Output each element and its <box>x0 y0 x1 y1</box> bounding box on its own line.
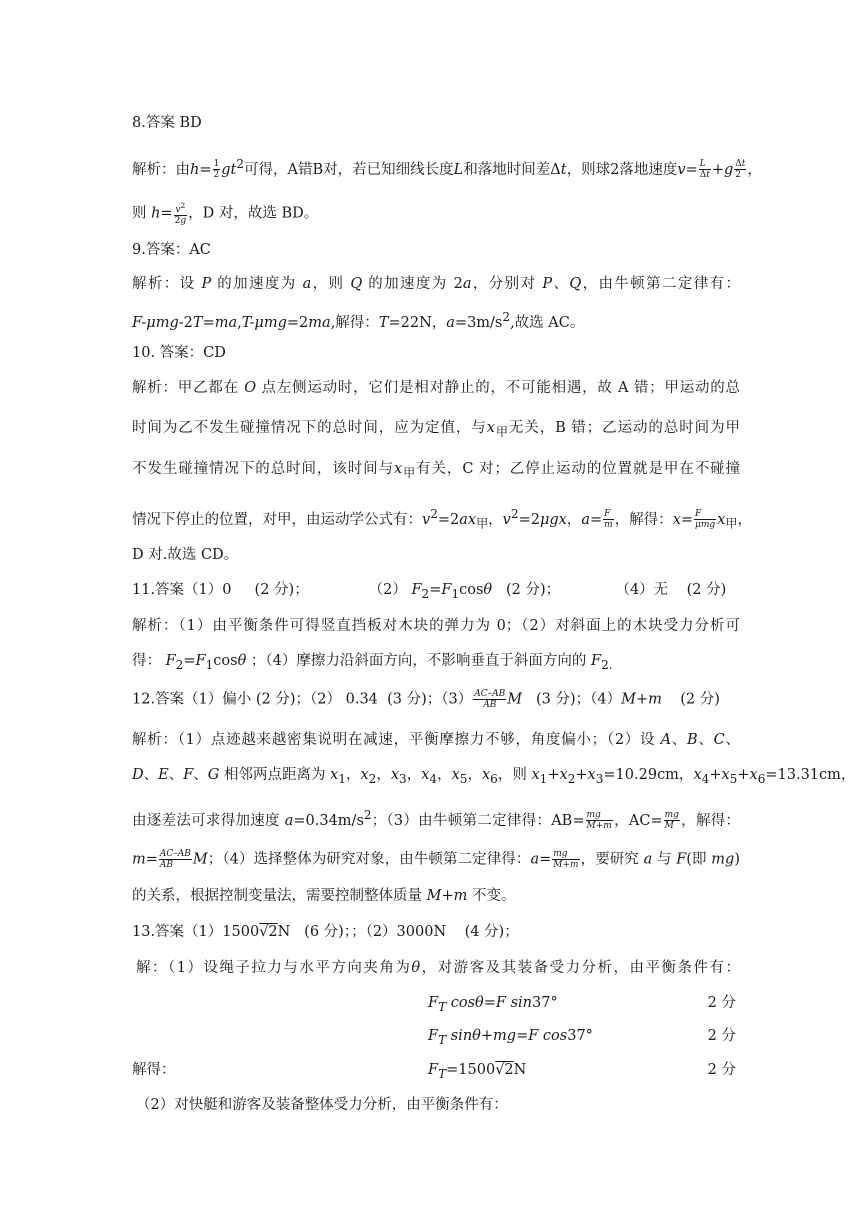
q10-analysis-line-5: D 对.故选 CD。 <box>132 547 239 563</box>
q12-analysis-line-2: D、E、F、G 相邻两点距离为 $x_1$，$x_2$，$x_3$，$x_4$，$x_5$，$x_6$，则 $x_1+x_2+x_3=10.29cm$，$x_4+x_5+x_6=13.31cm$， <box>132 767 856 786</box>
q10-analysis-line-3: 不发生碰撞情况下的总时间，该时间与$x_甲$有关，C 对；乙停止运动的位置就是甲在不碰撞 <box>132 461 741 480</box>
q9-analysis-line-1: 解析：设 P 的加速度为 a，则 Q 的加速度为 2a，分别对 P、Q，由牛顿第二定律有： <box>132 276 740 292</box>
q11-analysis-line-2: 得： $F_2=F_1\cos\theta$ ；（4）摩擦力沿斜面方向，不影响垂直于斜面方向的 $F_{2.}$ <box>132 653 613 672</box>
q13-solution-label: 解得： <box>132 1062 176 1078</box>
q8-answer: 8.答案 BD <box>132 115 202 131</box>
q13-points-3: 2 分 <box>707 1062 736 1078</box>
q13-points-2: 2 分 <box>707 1028 736 1044</box>
q13-equation-1: $F_T$ cosθ=F sin37° <box>428 995 558 1014</box>
q10-analysis-line-1: 解析：甲乙都在 O 点左侧运动时，它们是相对静止的，不可能相遇，故 A 错；甲运动的总 <box>132 380 740 396</box>
q12-analysis-line-3: 由逐差法可求得加速度 $a=0.34m/s^2$；（3）由牛顿第二定律得：AB= $\frac{mg}{M+m}$ ，AC= $\frac{mg}{M}$ ，解得： <box>132 808 741 832</box>
q13-equation-2: $F_T$ sinθ+mg=F cos37° <box>428 1028 593 1047</box>
q13-points-1: 2 分 <box>707 995 736 1011</box>
q13-solution-line-1: 解：（1）设绳子拉力与水平方向夹角为θ，对游客及其装备受力分析，由平衡条件有： <box>136 960 740 976</box>
q13-solution-line-2: （2）对快艇和游客及装备整体受力分析，由平衡条件有： <box>136 1097 508 1113</box>
q11-analysis-line-1: 解析：（1）由平衡条件可得竖直挡板对木块的弹力为 0；（2）对斜面上的木块受力分析可 <box>132 618 740 634</box>
q12-analysis-line-4: m= $\frac{AC-AB}{AB}$ M；（4）选择整体为研究对象，由牛顿第二定律得：a= $\frac{mg}{M+m}$ ，要研究 a 与 F(即 mg) <box>132 849 741 870</box>
q12-analysis-line-1: 解析：（1）点迹越来越密集说明在减速，平衡摩擦力不够，角度偏小；（2）设 A、B、C、 <box>132 732 741 748</box>
q13-answer: 13.答案（1）1500√2N (6 分)；；（2）3000N (4 分)； <box>132 924 519 940</box>
q8-analysis-line-2: 则 h= $\frac{v^2}{2g}$ ，D 对，故选 BD。 <box>132 201 319 226</box>
q13-equation-3: $F_T=1500√2N$ <box>428 1062 527 1081</box>
q9-analysis-line-2: F-μmg-2T=ma,T-μmg=2ma,解得：T=22N，$a=3m/s^2$,故选 AC。 <box>132 310 585 331</box>
q9-answer: 9.答案：AC <box>132 242 211 258</box>
q12-answer: 12.答案（1）偏小 (2 分)；（2） 0.34 (3 分)；（3） $\frac{AC-AB}{AB}$ M (3 分)；（4）M+m (2 分) <box>132 689 720 710</box>
q12-analysis-line-5: 的关系，根据控制变量法，需要控制整体质量 M+m 不变。 <box>132 888 516 904</box>
q10-answer: 10. 答案：CD <box>132 345 226 361</box>
q11-answer: 11.答案（1）0 (2 分)； （2） $F_2=F_1\cos\theta$ (2 分)； （4）无 (2 分) <box>132 582 727 601</box>
q10-analysis-line-4: 情况下停止的位置，对甲，由运动学公式有：$v^2=2ax_甲$，$v^2=2\mu gx$，a= $\frac{F}{m}$ ，解得：x= F μmg $x_甲$， <box>132 507 752 531</box>
q10-analysis-line-2: 时间为乙不发生碰撞情况下的总时间，应为定值，与$x_甲$无关，B 错；乙运动的总时间为甲 <box>132 420 741 439</box>
q8-analysis-line-1: 解析：由h= $\frac{1}{2}$ $gt^2$可得，A错B对，若已知细线长度L和落地时间差Δt，则球2落地速度v= $\frac{L}{\Delta t}$ +g $\frac{\Delta t}{2}$ ， <box>132 157 762 181</box>
